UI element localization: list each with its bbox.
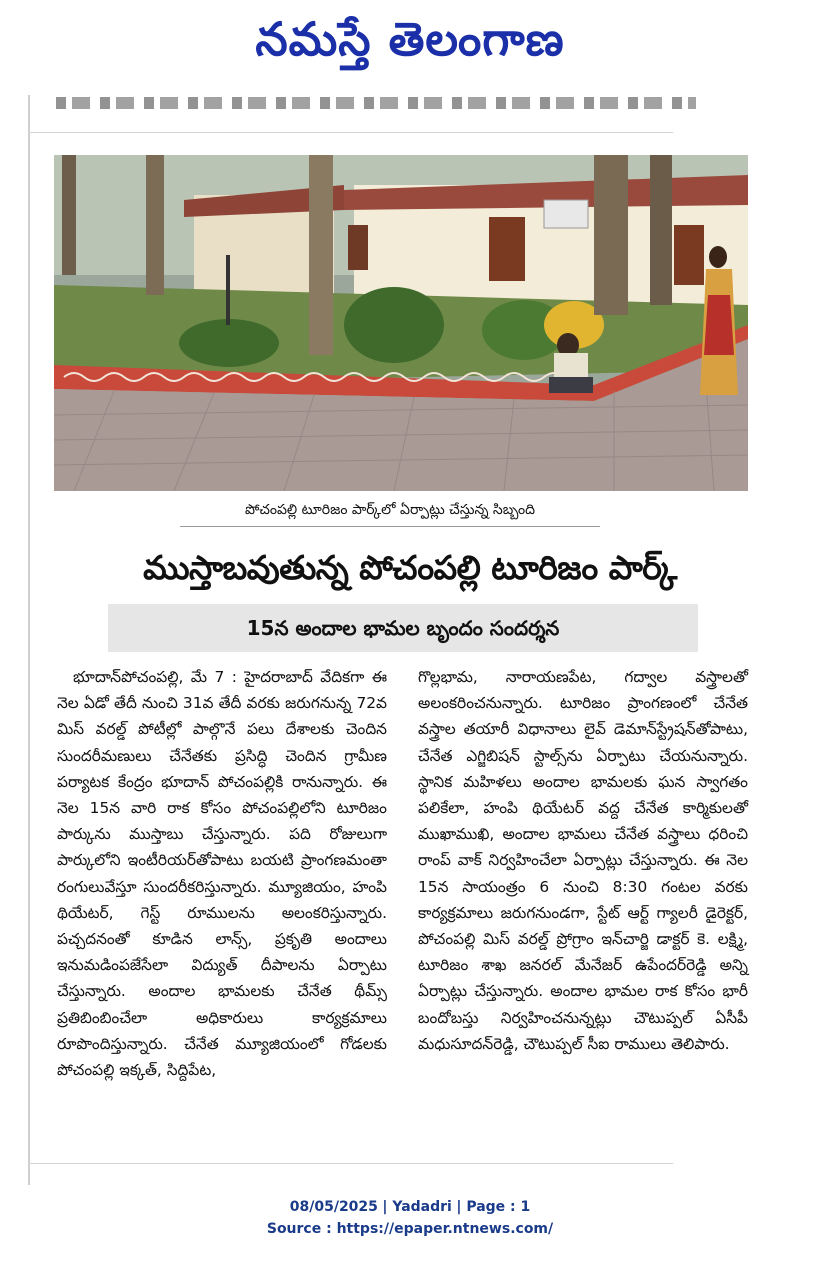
clipping-bottom-rule	[28, 1163, 673, 1164]
article-photo	[54, 155, 748, 491]
masthead	[0, 0, 820, 80]
footer-separator: |	[382, 1199, 393, 1215]
footer-meta-line	[0, 1196, 820, 1218]
newspaper-logo: నమస్తే తెలంగాణ	[255, 12, 565, 66]
column-rule-left	[28, 95, 30, 1185]
footer-source-line	[0, 1218, 820, 1240]
article-subheadline: 15న అందాల భామల బృందం సందర్శన	[108, 604, 698, 652]
photo-caption: పోచంపల్లి టూరిజం పార్క్‌లో ఏర్పాట్లు చేస్తున్న సిబ్బంది	[180, 496, 600, 527]
article-column-left	[57, 664, 387, 1083]
footer-source: Source : https://epaper.ntnews.com/	[266, 1221, 554, 1237]
clipped-previous-article-strip	[56, 97, 696, 109]
article-body-right: గొల్లభామ, నారాయణపేట, గద్వాల వస్త్రాలతో అలంకరించనున్నారు. టూరిజం ప్రాంగణంలో చేనేత వస్త్రాల తయారీ విధానాలు లైవ్ డెమాన్‌స్ట్రేషన్‌తోపాటు, చేనేత ఎగ్జిబిషన్ స్టాల్స్‌ను ఏర్పాటు చేయనున్నారు. స్థానిక మహిళలు అందాల భామలకు ఘన స్వాగతం పలికేలా, హంపి థియేటర్ వద్ద చేనేత కార్మికులతో ముఖాముఖి, అందాల భామలు చేనేత వస్త్రాలు ధరించి రాంప్ వాక్ నిర్వహించేలా ఏర్పాట్లు చేస్తున్నారు. ఈ నెల 15న సాయంత్రం 6 నుంచి 8:30 గంటల వరకు కార్యక్రమాలు జరుగనుండగా, స్టేట్ ఆర్ట్ గ్యాలరీ డైరెక్టర్, పోచంపల్లి మిస్ వరల్డ్ ప్రోగ్రాం ఇన్‌చార్జి డాక్టర్ కె. లక్ష్మి, టూరిజం శాఖ జనరల్ మేనేజర్ ఉపేందర్‌రెడ్డి అన్ని ఏర్పాట్లు చేస్తున్నారు. అందాల భామల రాక కోసం భారీ బందోబస్తు నిర్వహించనున్నట్లు చౌటుప్పల్ ఏసీపీ మధుసూదన్‌రెడ్డి, చౌటుప్పల్ సీఐ రాములు తెలిపారు.	[418, 668, 748, 1053]
footer-page: Page : 1	[466, 1199, 531, 1215]
article-headline: ముస్తాబవుతున్న పోచంపల్లి టూరిజం పార్క్	[143, 548, 677, 587]
footer-edition: Yadadri	[392, 1199, 452, 1215]
footer-date: 08/05/2025	[289, 1199, 378, 1215]
article-body-left: భూదాన్‌పోచంపల్లి, మే 7 : హైదరాబాద్ వేదికగా ఈ నెల ఏడో తేదీ నుంచి 31వ తేదీ వరకు జరుగనున్న 72వ మిస్ వరల్డ్ పోటీల్లో పాల్గొనే పలు దేశాలకు చెందిన సుందరీమణులు చేనేతకు ప్రసిద్ధి చెందిన గ్రామీణ పర్యాటక కేంద్రం భూదాన్ పోచంపల్లికి రానున్నారు. ఈ నెల 15న వారి రాక కోసం పోచంపల్లిలోని టూరిజం పార్కును ముస్తాబు చేస్తున్నారు. పది రోజులుగా పార్కులోని ఇంటీరియర్‌తోపాటు బయటి ప్రాంగణమంతా రంగులువేస్తూ సుందరీకరిస్తున్నారు. మ్యూజియం, హంపి థియేటర్, గెస్ట్ రూములను అలంకరిస్తున్నారు. పచ్చదనంతో కూడిన లాన్స్, ప్రకృతి అందాలు ఇనుమడింపజేసేలా విద్యుత్ దీపాలను ఏర్పాటు చేస్తున్నారు. అందాల భామలకు చేనేత థీమ్స్ ప్రతిబింబించేలా అధికారులు కార్యక్రమాలు రూపొందిస్తున్నారు. చేనేత మ్యూజియంలో గోడలకు పోచంపల్లి ఇక్కత్, సిద్దిపేట,	[57, 668, 387, 1080]
footer-separator: |	[456, 1199, 467, 1215]
article-column-right	[418, 664, 748, 1057]
footer	[0, 1196, 820, 1240]
clipping-top-rule	[28, 132, 673, 133]
